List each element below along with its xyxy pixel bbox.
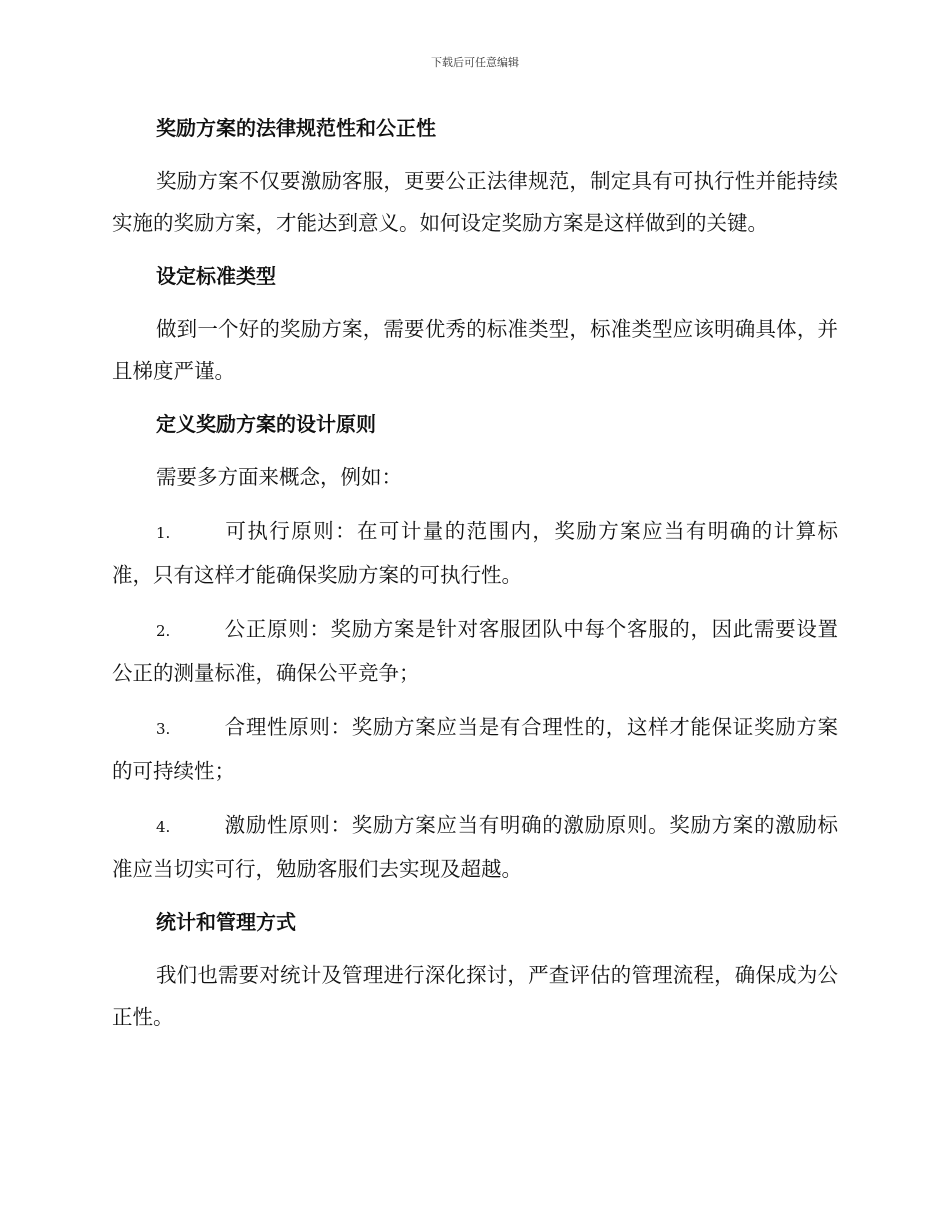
list-item (112, 706, 838, 792)
document-body (112, 108, 838, 1050)
page-header: 下载后可任意编辑 (431, 56, 519, 69)
list-item (112, 510, 838, 596)
paragraph: 做到一个好的奖励方案，需要优秀的标准类型，标准类型应该明确具体，并且梯度严谨。 (112, 317, 838, 383)
list-number: 3. (156, 720, 171, 738)
list-item (112, 608, 838, 694)
list-item-text: 激励性原则：奖励方案应当有明确的激励原则。奖励方案的激励标准应当切实可行，勉励客服们去实现及超越。 (112, 813, 838, 881)
section-heading: 设定标准类型 (156, 264, 276, 288)
list-number: 1. (156, 524, 171, 542)
paragraph: 需要多方面来概念，例如： (156, 465, 402, 489)
list-item (112, 804, 838, 890)
list-number: 2. (156, 622, 171, 640)
paragraph: 奖励方案不仅要激励客服，更要公正法律规范，制定具有可执行性并能持续实施的奖励方案，才能达到意义。如何设定奖励方案是这样做到的关键。 (112, 169, 838, 235)
section-heading: 统计和管理方式 (156, 910, 296, 934)
section-heading: 奖励方案的法律规范性和公正性 (156, 116, 436, 140)
list-item-text: 可执行原则：在可计量的范围内，奖励方案应当有明确的计算标准，只有这样才能确保奖励方案的可执行性。 (112, 519, 838, 587)
list-item-text: 公正原则：奖励方案是针对客服团队中每个客服的，因此需要设置公正的测量标准，确保公平竞争； (112, 617, 838, 685)
list-number: 4. (156, 818, 171, 836)
section-heading: 定义奖励方案的设计原则 (156, 412, 376, 436)
paragraph: 我们也需要对统计及管理进行深化探讨，严查评估的管理流程，确保成为公正性。 (112, 963, 838, 1029)
list-item-text: 合理性原则：奖励方案应当是有合理性的，这样才能保证奖励方案的可持续性； (112, 715, 838, 783)
